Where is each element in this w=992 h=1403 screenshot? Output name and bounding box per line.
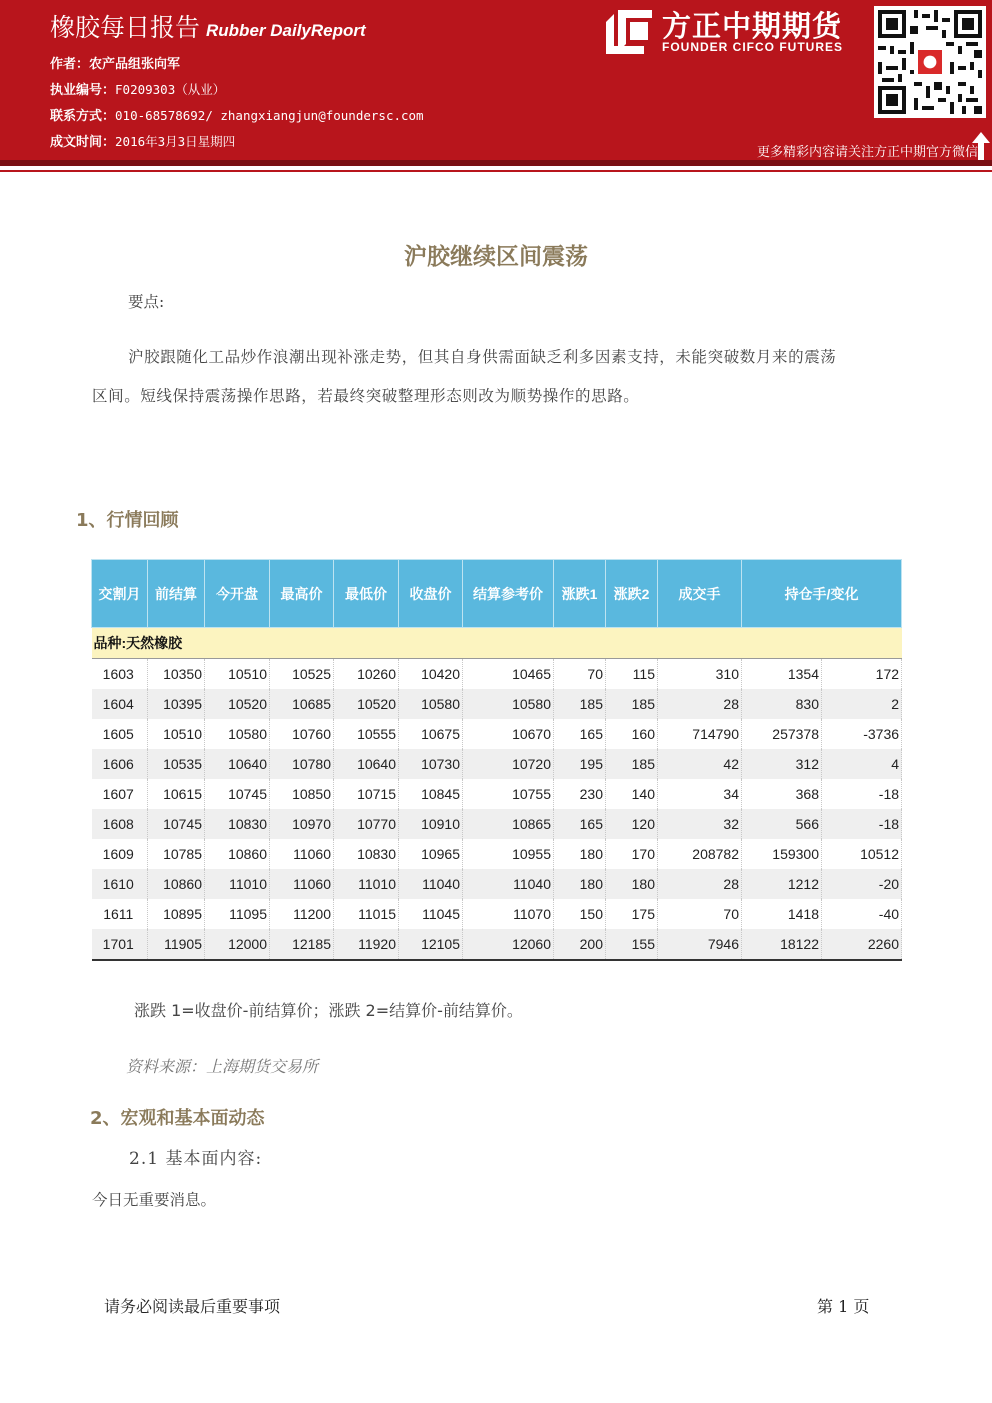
table-row xyxy=(92,869,902,899)
header-divider-thin xyxy=(0,170,992,172)
table-cell: 10910 xyxy=(399,809,463,839)
col-header: 前结算 xyxy=(148,560,205,628)
table-cell: 10755 xyxy=(463,779,554,809)
table-cell: 1605 xyxy=(92,719,148,749)
table-cell: 10730 xyxy=(399,749,463,779)
table-cell: 1609 xyxy=(92,839,148,869)
table-cell: -3736 xyxy=(822,719,902,749)
table-cell: 10955 xyxy=(463,839,554,869)
header-divider xyxy=(0,160,992,166)
table-cell: 1604 xyxy=(92,689,148,719)
table-row xyxy=(92,809,902,839)
report-title-en: Rubber DailyReport xyxy=(206,21,366,40)
license-line: 执业编号：F0209303（从业） xyxy=(50,82,226,98)
table-cell: 10510 xyxy=(205,659,270,690)
table-cell: 1608 xyxy=(92,809,148,839)
col-header: 涨跌1 xyxy=(554,560,606,628)
table-cell: 368 xyxy=(742,779,822,809)
table-cell: 10830 xyxy=(334,839,399,869)
table-cell: 10895 xyxy=(148,899,205,929)
table-cell: 172 xyxy=(822,659,902,690)
table-cell: 10785 xyxy=(148,839,205,869)
col-header: 涨跌2 xyxy=(606,560,658,628)
table-cell: 4 xyxy=(822,749,902,779)
col-header: 交割月 xyxy=(92,560,148,628)
table-cell: 1212 xyxy=(742,869,822,899)
table-cell: 159300 xyxy=(742,839,822,869)
data-source: 资料来源：上海期货交易所 xyxy=(126,1057,319,1076)
table-cell: 155 xyxy=(606,929,658,960)
logo-text-cn: 方正中期期货 xyxy=(662,9,843,43)
table-cell: 170 xyxy=(606,839,658,869)
table-cell: 10520 xyxy=(205,689,270,719)
table-cell: 2260 xyxy=(822,929,902,960)
table-cell: 10865 xyxy=(463,809,554,839)
table-cell: 10525 xyxy=(270,659,334,690)
table-cell: 1418 xyxy=(742,899,822,929)
table-cell: 11200 xyxy=(270,899,334,929)
table-cell: 1701 xyxy=(92,929,148,960)
author-line: 作者：农产品组张向军 xyxy=(50,57,181,72)
table-cell: 1606 xyxy=(92,749,148,779)
table-cell: -40 xyxy=(822,899,902,929)
table-cell: 165 xyxy=(554,809,606,839)
table-cell: 195 xyxy=(554,749,606,779)
table-cell: 10745 xyxy=(148,809,205,839)
table-cell: 1611 xyxy=(92,899,148,929)
table-cell: 175 xyxy=(606,899,658,929)
contact-line: 联系方式：010-68578692/ zhangxiangjun@foundersc.com xyxy=(50,108,424,124)
key-points-label: 要点: xyxy=(128,293,165,311)
table-cell: 140 xyxy=(606,779,658,809)
table-cell: 257378 xyxy=(742,719,822,749)
table-cell: 10850 xyxy=(270,779,334,809)
col-header: 最高价 xyxy=(270,560,334,628)
table-cell: 10830 xyxy=(205,809,270,839)
table-row xyxy=(92,839,902,869)
table-cell: 10512 xyxy=(822,839,902,869)
table-cell: 10965 xyxy=(399,839,463,869)
table-cell: 714790 xyxy=(658,719,742,749)
col-header: 今开盘 xyxy=(205,560,270,628)
table-cell: 10780 xyxy=(270,749,334,779)
table-cell: 566 xyxy=(742,809,822,839)
table-cell: 12060 xyxy=(463,929,554,960)
table-cell: 120 xyxy=(606,809,658,839)
table-cell: 230 xyxy=(554,779,606,809)
table-cell: 10580 xyxy=(463,689,554,719)
table-cell: 1607 xyxy=(92,779,148,809)
arrow-up-icon xyxy=(972,132,990,160)
summary-line-2: 区间。短线保持震荡操作思路，若最终突破整理形态则改为顺势操作的思路。 xyxy=(92,387,640,405)
table-cell: 180 xyxy=(554,869,606,899)
table-cell: 2 xyxy=(822,689,902,719)
wechat-qr-code xyxy=(874,6,986,118)
license-number: F0209303（从业） xyxy=(115,82,226,97)
table-cell: 11015 xyxy=(334,899,399,929)
page-number: 第 1 页 xyxy=(817,1297,870,1316)
table-cell: 310 xyxy=(658,659,742,690)
table-cell: 10640 xyxy=(334,749,399,779)
variety-label: 品种:天然橡胶 xyxy=(92,628,902,659)
table-cell: 1603 xyxy=(92,659,148,690)
section-heading-macro: 2、宏观和基本面动态 xyxy=(90,1108,265,1129)
company-logo xyxy=(604,8,854,58)
table-cell: 10580 xyxy=(205,719,270,749)
variety-row xyxy=(92,628,902,659)
table-cell: 10760 xyxy=(270,719,334,749)
table-cell: 1354 xyxy=(742,659,822,690)
table-cell: 10555 xyxy=(334,719,399,749)
col-header: 收盘价 xyxy=(399,560,463,628)
qr-code-icon xyxy=(874,6,986,118)
table-cell: 28 xyxy=(658,689,742,719)
table-row xyxy=(92,899,902,929)
table-cell: 11060 xyxy=(270,839,334,869)
table-cell: 200 xyxy=(554,929,606,960)
table-cell: 10510 xyxy=(148,719,205,749)
table-cell: 12000 xyxy=(205,929,270,960)
table-cell: 11040 xyxy=(399,869,463,899)
table-cell: 34 xyxy=(658,779,742,809)
subsection-heading-fundamentals: 2.1 基本面内容: xyxy=(129,1149,263,1169)
table-cell: 18122 xyxy=(742,929,822,960)
table-cell: 830 xyxy=(742,689,822,719)
author-name: 农产品组张向军 xyxy=(89,57,181,72)
table-cell: 42 xyxy=(658,749,742,779)
table-cell: 10720 xyxy=(463,749,554,779)
table-cell: 10260 xyxy=(334,659,399,690)
table-cell: 70 xyxy=(554,659,606,690)
table-cell: 10970 xyxy=(270,809,334,839)
table-cell: 11070 xyxy=(463,899,554,929)
table-cell: 11060 xyxy=(270,869,334,899)
table-row xyxy=(92,749,902,779)
table-cell: 10535 xyxy=(148,749,205,779)
table-cell: 160 xyxy=(606,719,658,749)
table-cell: -18 xyxy=(822,779,902,809)
document-title: 沪胶继续区间震荡 xyxy=(404,243,588,270)
table-cell: -18 xyxy=(822,809,902,839)
wechat-follow-note: 更多精彩内容请关注方正中期官方微信 xyxy=(756,145,978,160)
report-header xyxy=(0,0,992,160)
table-cell: 11040 xyxy=(463,869,554,899)
founder-logo-icon xyxy=(604,8,654,56)
table-cell: 28 xyxy=(658,869,742,899)
market-quote-table xyxy=(91,559,902,961)
table-cell: 180 xyxy=(554,839,606,869)
table-cell: 12185 xyxy=(270,929,334,960)
report-title xyxy=(50,8,366,44)
table-row xyxy=(92,719,902,749)
table-cell: 10395 xyxy=(148,689,205,719)
table-header-row xyxy=(92,560,902,628)
table-cell: 32 xyxy=(658,809,742,839)
table-cell: 10420 xyxy=(399,659,463,690)
date-line: 成文时间：2016年3月3日星期四 xyxy=(50,134,236,150)
table-cell: 10580 xyxy=(399,689,463,719)
col-header: 成交手 xyxy=(658,560,742,628)
table-cell: 11095 xyxy=(205,899,270,929)
table-cell: 1610 xyxy=(92,869,148,899)
table-cell: 70 xyxy=(658,899,742,929)
table-cell: 10860 xyxy=(205,839,270,869)
table-cell: 10675 xyxy=(399,719,463,749)
table-row xyxy=(92,659,902,690)
report-date: 2016年3月3日星期四 xyxy=(115,134,236,149)
table-cell: 10465 xyxy=(463,659,554,690)
table-cell: 185 xyxy=(606,749,658,779)
footer-disclaimer-notice: 请务必阅读最后重要事项 xyxy=(104,1297,281,1316)
table-cell: 12105 xyxy=(399,929,463,960)
summary-line-1: 沪胶跟随化工品炒作浪潮出现补涨走势，但其自身供需面缺乏利多因素支持，未能突破数月来的震荡 xyxy=(128,348,837,366)
logo-text-en: FOUNDER CIFCO FUTURES xyxy=(662,40,843,54)
table-cell: 185 xyxy=(554,689,606,719)
table-cell: 10615 xyxy=(148,779,205,809)
table-cell: 11010 xyxy=(334,869,399,899)
section-heading-market-review: 1、行情回顾 xyxy=(76,510,179,531)
table-cell: 165 xyxy=(554,719,606,749)
table-cell: 10350 xyxy=(148,659,205,690)
table-cell: 10770 xyxy=(334,809,399,839)
col-header: 持仓手/变化 xyxy=(742,560,902,628)
contact-info: 010-68578692/ zhangxiangjun@foundersc.com xyxy=(115,108,424,123)
change-formula-note: 涨跌 1=收盘价-前结算价；涨跌 2=结算价-前结算价。 xyxy=(134,1001,523,1020)
no-news-text: 今日无重要消息。 xyxy=(92,1191,217,1209)
table-cell: 11045 xyxy=(399,899,463,929)
table-row xyxy=(92,779,902,809)
report-title-cn: 橡胶每日报告 xyxy=(50,13,201,42)
table-cell: 208782 xyxy=(658,839,742,869)
table-cell: 115 xyxy=(606,659,658,690)
col-header: 最低价 xyxy=(334,560,399,628)
table-cell: 10640 xyxy=(205,749,270,779)
table-cell: 7946 xyxy=(658,929,742,960)
table-cell: 10860 xyxy=(148,869,205,899)
table-cell: 10670 xyxy=(463,719,554,749)
table-cell: 11920 xyxy=(334,929,399,960)
table-cell: -20 xyxy=(822,869,902,899)
table-cell: 312 xyxy=(742,749,822,779)
table-cell: 11905 xyxy=(148,929,205,960)
table-cell: 180 xyxy=(606,869,658,899)
table-cell: 10520 xyxy=(334,689,399,719)
table-row xyxy=(92,929,902,960)
table-cell: 185 xyxy=(606,689,658,719)
table-cell: 150 xyxy=(554,899,606,929)
table-cell: 10715 xyxy=(334,779,399,809)
table-cell: 10685 xyxy=(270,689,334,719)
table-row xyxy=(92,689,902,719)
table-cell: 10845 xyxy=(399,779,463,809)
table-cell: 11010 xyxy=(205,869,270,899)
col-header: 结算参考价 xyxy=(463,560,554,628)
table-cell: 10745 xyxy=(205,779,270,809)
